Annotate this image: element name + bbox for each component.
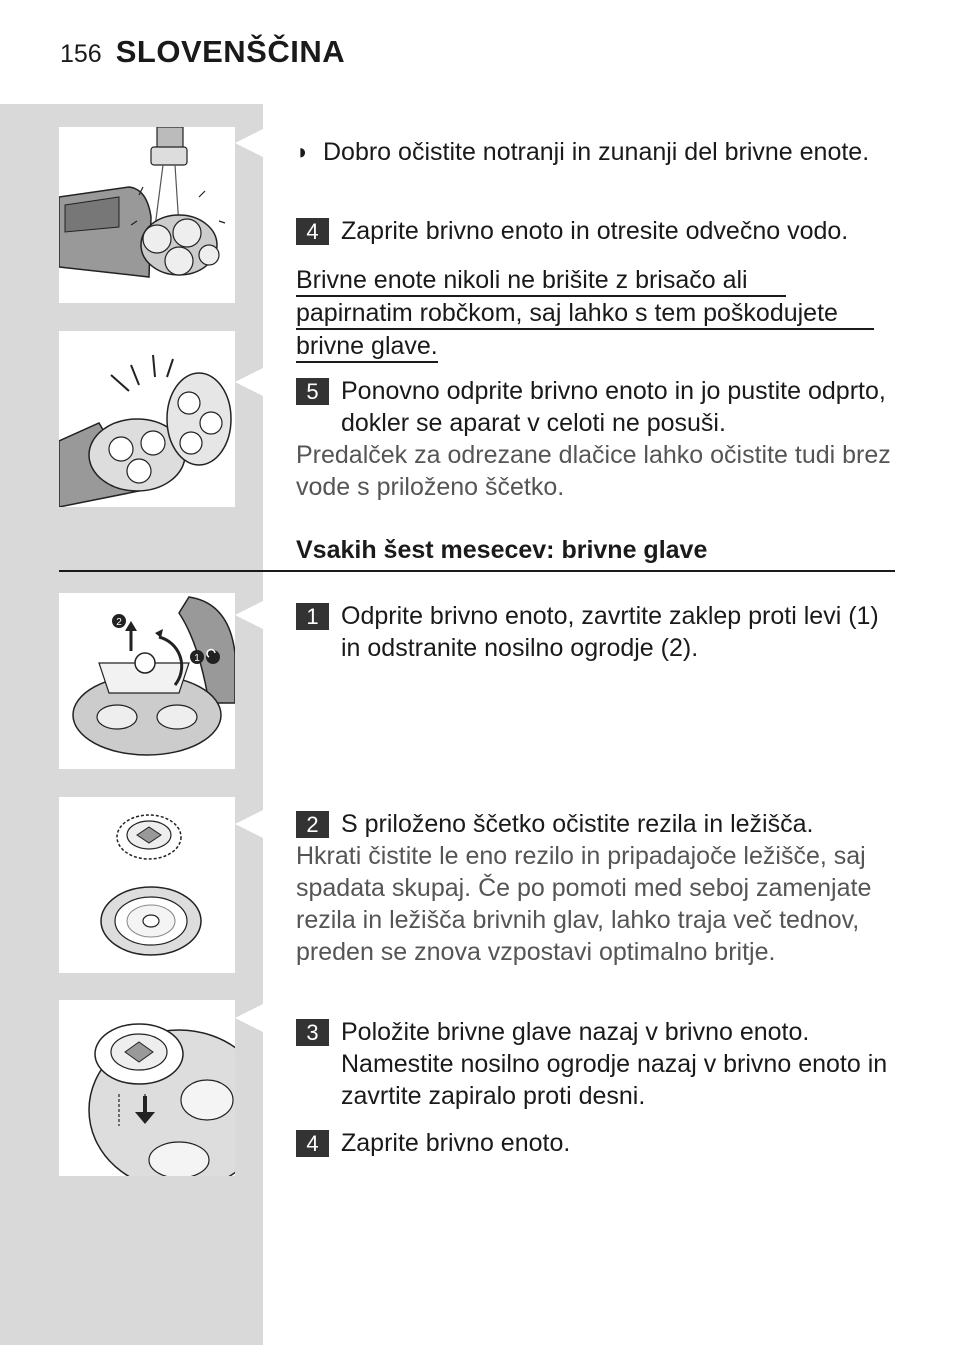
- step-item: [296, 375, 896, 503]
- section-divider: [59, 570, 895, 572]
- subsection-heading: Vsakih šest mesecev: brivne glave: [296, 536, 708, 564]
- illustration-retaining-frame: [59, 593, 235, 769]
- step-note: Hkrati čistite le eno rezilo in pripadajoče ležišče, saj spadata skupaj. Če po pomoti med seboj zamenjate rezila in ležišča brivnih glav, lahko traja več tednov, preden se znova vzpostavi optimalno britje.: [296, 842, 872, 966]
- illustration-pointer: [235, 810, 263, 838]
- step-number-badge: 2: [296, 811, 329, 838]
- step-number-badge: 4: [296, 1130, 329, 1157]
- illustration-drying-shaver: [59, 331, 235, 507]
- warning-line: Brivne enote nikoli ne brišite z brisačo ali: [296, 265, 786, 297]
- step-text: Odprite brivno enoto, zavrtite zaklep proti levi (1) in odstranite nosilno ogrodje (2).: [341, 602, 879, 662]
- page-header: [60, 34, 345, 74]
- step-text: Ponovno odprite brivno enoto in jo pustite odprto, dokler se aparat v celoti ne posuši.: [341, 377, 886, 437]
- illustration-pointer: [235, 129, 263, 157]
- illustration-placing-heads: [59, 1000, 235, 1176]
- retaining-frame-drawing: [59, 593, 235, 769]
- step-text: Zaprite brivno enoto.: [341, 1129, 571, 1157]
- illustration-cutter-guard: [59, 797, 235, 973]
- cutter-guard-drawing: [59, 797, 235, 973]
- step-number-badge: 1: [296, 603, 329, 630]
- step-item: [296, 1016, 896, 1112]
- drying-shaver-drawing: [59, 331, 235, 507]
- placing-heads-drawing: [59, 1000, 235, 1176]
- step-note: Predalček za odrezane dlačice lahko očistite tudi brez vode s priloženo ščetko.: [296, 441, 891, 501]
- warning-line: papirnatim robčkom, saj lahko s tem poškodujete: [296, 298, 874, 330]
- bullet-text: Dobro očistite notranji in zunanji del brivne enote.: [323, 138, 870, 166]
- illustration-pointer: [235, 1004, 263, 1032]
- rinsing-shaver-drawing: [59, 127, 235, 303]
- callout-2: 2: [116, 617, 122, 628]
- page-number: 156: [60, 40, 102, 68]
- step-item: [296, 215, 896, 247]
- step-text: S priloženo ščetko očistite rezila in ležišča.: [341, 810, 814, 838]
- step-item: [296, 808, 896, 968]
- step-item: [296, 1127, 896, 1159]
- bullet-icon: ◗: [296, 139, 310, 164]
- step-number-badge: 5: [296, 378, 329, 405]
- step-text: Zaprite brivno enoto in otresite odvečno vodo.: [341, 217, 849, 245]
- step-number-badge: 4: [296, 218, 329, 245]
- step-item: [296, 600, 896, 664]
- illustration-pointer: [235, 601, 263, 629]
- warning-note: [296, 264, 896, 363]
- illustration-pointer: [235, 368, 263, 396]
- illustration-rinsing-shaver: [59, 127, 235, 303]
- step-text: Položite brivne glave nazaj v brivno enoto. Namestite nosilno ogrodje nazaj v brivno enoto in zavrtite zapiralo proti desni.: [341, 1018, 888, 1110]
- bullet-clean-unit: [296, 136, 896, 168]
- section-title: SLOVENŠČINA: [115, 34, 346, 69]
- callout-1: 1: [194, 653, 200, 664]
- step-number-badge: 3: [296, 1019, 329, 1046]
- warning-line: brivne glave.: [296, 331, 438, 363]
